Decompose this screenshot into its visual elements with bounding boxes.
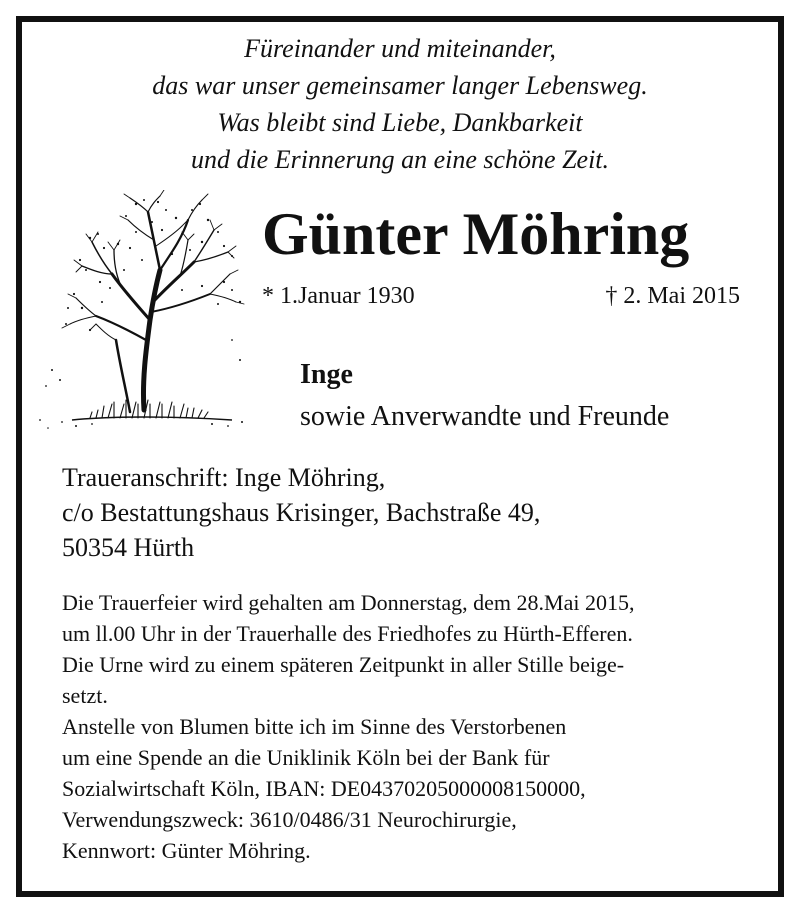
poem-line: und die Erinnerung an eine schöne Zeit.: [190, 145, 610, 174]
funeral-details: [62, 587, 634, 866]
details-line: Kennwort: Günter Möhring.: [62, 838, 311, 863]
details-line: um ll.00 Uhr in der Trauerhalle des Friedhofes zu Hürth-Efferen.: [62, 621, 633, 646]
deceased-name: Günter Möhring: [262, 201, 690, 267]
tree-illustration: [32, 190, 252, 440]
details-line: setzt.: [62, 683, 108, 708]
address-line: 50354 Hürth: [62, 533, 195, 562]
poem-line: Füreinander und miteinander,: [244, 34, 556, 63]
mourning-address: [62, 460, 540, 565]
other-mourners: sowie Anverwandte und Freunde: [300, 401, 670, 432]
birth-date: * 1.Januar 1930: [262, 283, 415, 309]
poem-line: das war unser gemeinsamer langer Lebensweg.: [152, 71, 648, 100]
details-line: Die Trauerfeier wird gehalten am Donnerstag, dem 28.Mai 2015,: [62, 590, 635, 615]
address-line: Traueranschrift: Inge Möhring,: [62, 463, 386, 492]
details-line: Die Urne wird zu einem späteren Zeitpunkt in aller Stille beige-: [62, 652, 625, 677]
details-line: Verwendungszweck: 3610/0486/31 Neurochirurgie,: [62, 807, 517, 832]
address-line: c/o Bestattungshaus Krisinger, Bachstraße 49,: [62, 498, 541, 527]
poem-line: Was bleibt sind Liebe, Dankbarkeit: [217, 108, 583, 137]
death-date: † 2. Mai 2015: [605, 283, 740, 309]
details-line: Anstelle von Blumen bitte ich im Sinne des Verstorbenen: [62, 714, 567, 739]
details-line: um eine Spende an die Uniklinik Köln bei der Bank für: [62, 745, 550, 770]
poem: [0, 30, 800, 178]
details-line: Sozialwirtschaft Köln, IBAN: DE04370205000008150000,: [62, 776, 586, 801]
primary-mourner: Inge: [300, 359, 353, 390]
